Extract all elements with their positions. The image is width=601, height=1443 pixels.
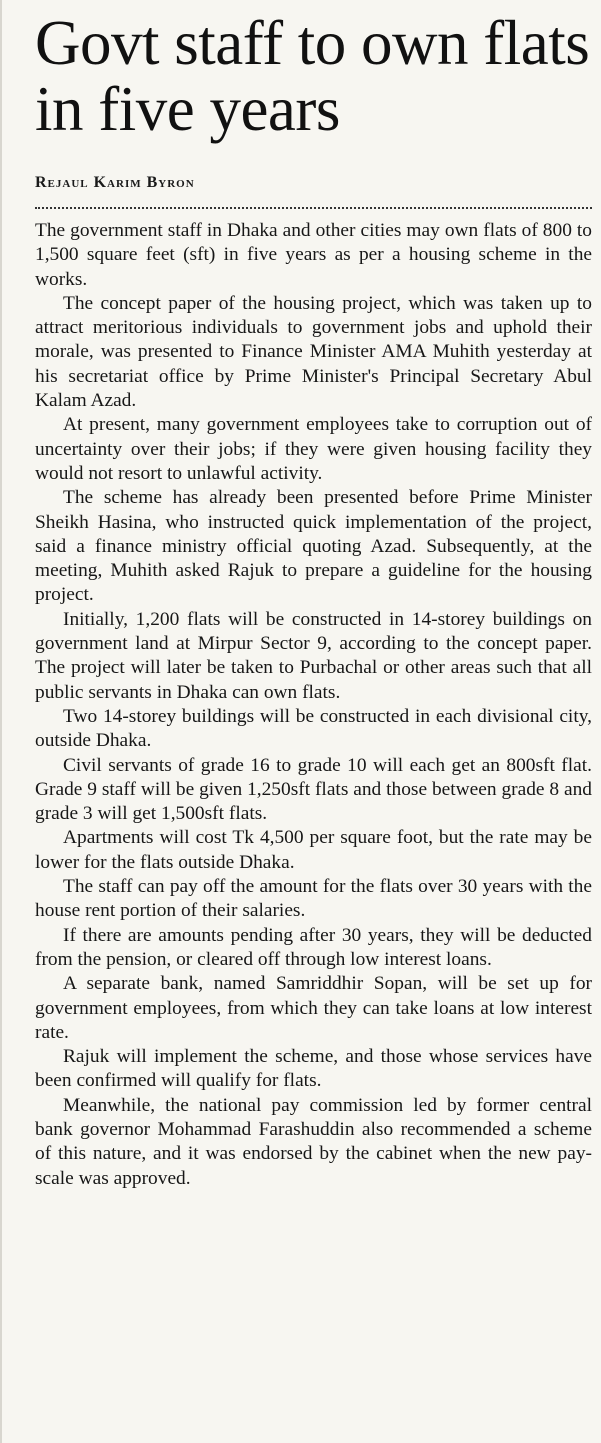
dotted-divider	[35, 207, 592, 209]
paragraph-10: If there are amounts pending after 30 years, they will be deducted from the pension, or cleared off through low interest loans.	[35, 924, 592, 970]
paragraph-3: At present, many government employees take to corruption out of uncertainty over their jobs; if they were given housing facility they would not resort to unlawful activity.	[35, 414, 592, 484]
headline: Govt staff to own flats in five years	[35, 8, 590, 144]
paragraph-13: Meanwhile, the national pay commission led by former central bank governor Mohammad Farashuddin also recommended a scheme of this nature, and it was endorsed by the cabinet when the new pay-scale was approved.	[35, 1094, 592, 1189]
paragraph-8: Apartments will cost Tk 4,500 per square foot, but the rate may be lower for the flats outside Dhaka.	[35, 827, 592, 873]
paragraph-6: Two 14-storey buildings will be constructed in each divisional city, outside Dhaka.	[35, 705, 592, 752]
paragraph-7: Civil servants of grade 16 to grade 10 will each get an 800sft flat. Grade 9 staff will be given 1,250sft flats and those between grade 8 and grade 3 will get 1,500sft flats.	[35, 754, 592, 825]
paragraph-12: Rajuk will implement the scheme, and those whose services have been confirmed will qualify for flats.	[35, 1046, 592, 1092]
paragraph-4: The scheme has already been presented before Prime Minister Sheikh Hasina, who instructed quick implementation of the project, said a finance ministry official quoting Azad. Subsequently, at the meeting, Muhith asked Rajuk to prepare a guideline for the housing project.	[35, 487, 592, 606]
byline: Rejaul Karim Byron	[35, 174, 195, 191]
paragraph-1: The government staff in Dhaka and other cities may own flats of 800 to 1,500 square feet (sft) in five years as per a housing scheme in the works.	[35, 220, 592, 290]
paragraph-9: The staff can pay off the amount for the flats over 30 years with the house rent portion of their salaries.	[35, 876, 592, 922]
article-body	[35, 219, 592, 1191]
paragraph-2: The concept paper of the housing project, which was taken up to attract meritorious individuals to government jobs and uphold their morale, was presented to Finance Minister AMA Muhith yesterday at his secretariat office by Prime Minister's Principal Secretary Abul Kalam Azad.	[35, 292, 592, 412]
paragraph-11: A separate bank, named Samriddhir Sopan, will be set up for government employees, from which they can take loans at low interest rate.	[35, 973, 592, 1043]
paragraph-5: Initially, 1,200 flats will be constructed in 14-storey buildings on government land at Mirpur Sector 9, according to the concept paper. The project will later be taken to Purbachal or other areas such that all public servants in Dhaka can own flats.	[35, 608, 592, 703]
